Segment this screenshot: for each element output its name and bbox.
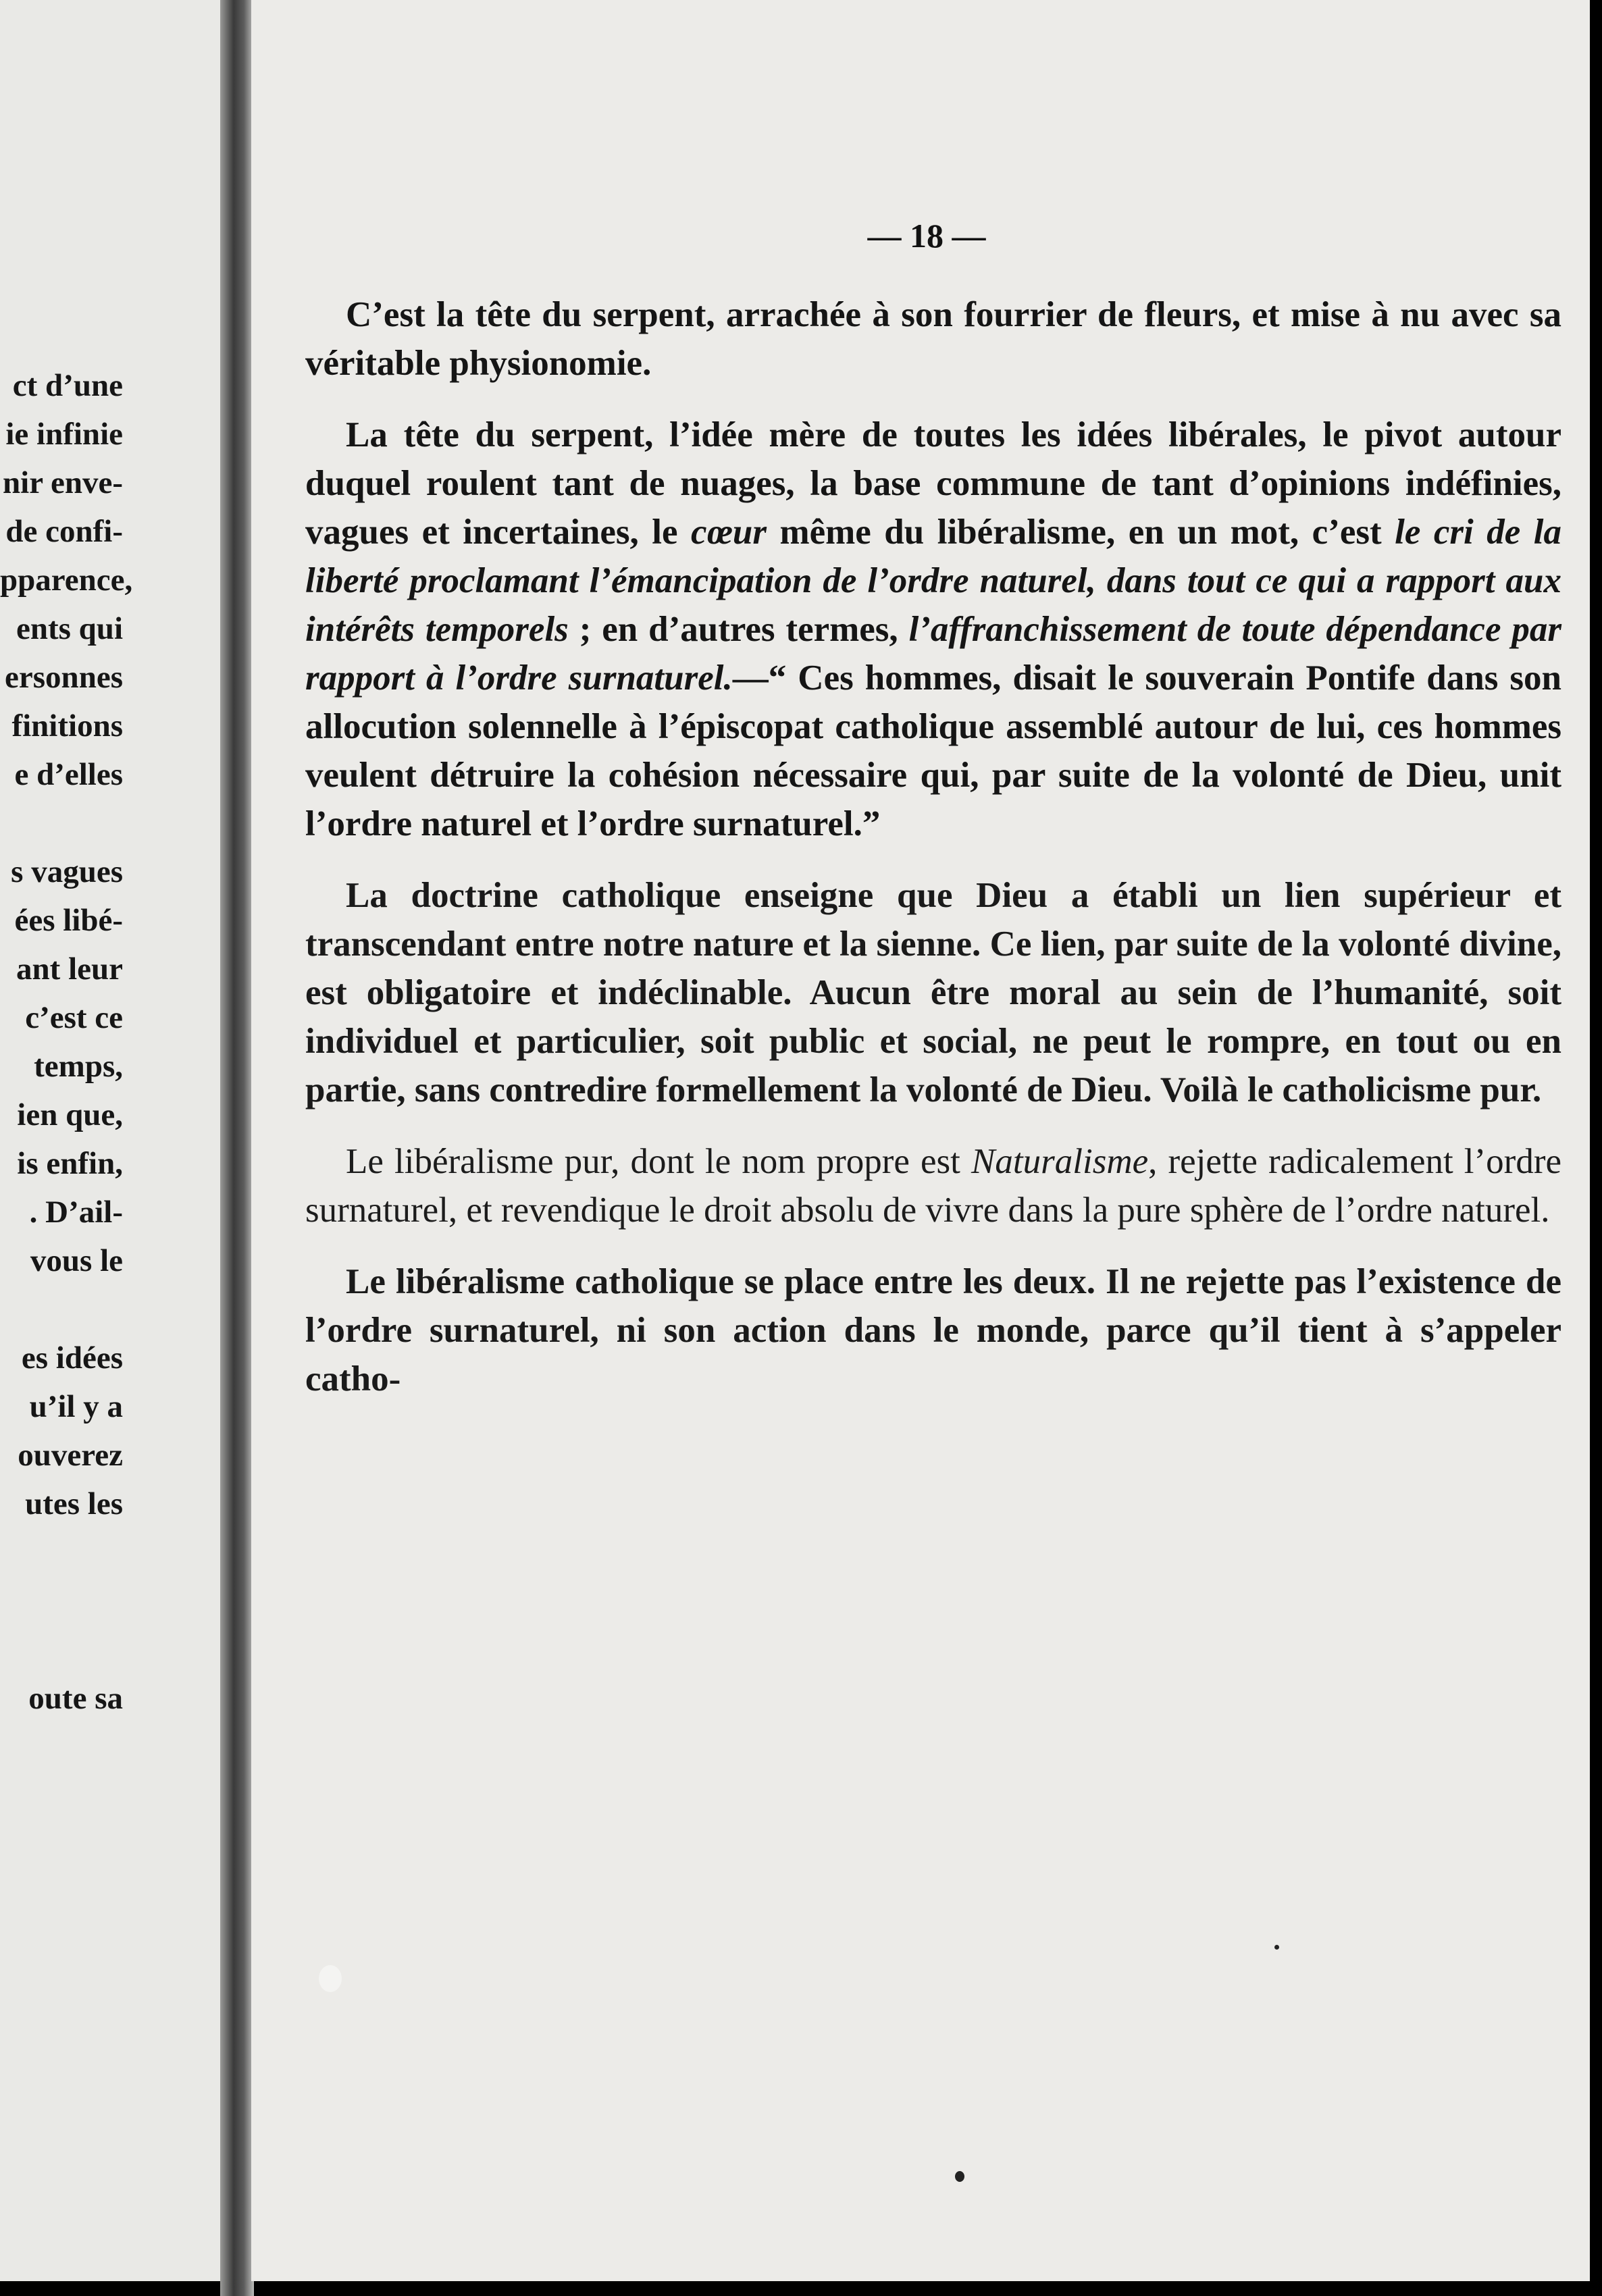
book-gutter [220,0,254,2296]
left-page-line-text: ouverez [18,1438,123,1473]
left-page-line-text: ie infinie [5,417,123,452]
left-page-line [0,1051,231,1082]
paragraph-3 [305,871,1561,1114]
left-page-fragment [0,0,231,2281]
paragraph-4 [305,1137,1561,1234]
left-page-line-text: ersonnes [5,660,123,695]
left-page-line-text: ct d’une [12,368,123,403]
paragraph-2-part-b: même du libéralisme, en un mot, c’est [766,513,1395,552]
left-page-line-text: vous le [30,1243,123,1278]
left-page-line-text: utes les [25,1486,123,1521]
left-page-line [0,1197,231,1228]
left-page-line [0,1002,231,1034]
left-page-line-text: c’est ce [25,1000,123,1035]
left-page-line-text: is enfin, [17,1146,123,1181]
right-page [251,0,1590,2281]
left-page-line [0,1148,231,1180]
left-page-line-text: ées libé- [14,903,123,938]
paragraph-4-naturalisme: Naturalisme [971,1142,1149,1181]
left-page-line [0,1440,231,1471]
left-page-line-text: ien que, [17,1097,123,1132]
left-page-line [0,419,231,450]
left-page-line-text: pparence, [0,563,133,598]
left-page-line [0,467,231,499]
paragraph-2-part-d: —“ Ces hommes, disait le souverain Pontife dans son allocution solennelle à l’épiscopat catholique assemblé autour de lui, ces hommes veulent détruire la cohésion nécessaire qui, par suite de la volonté de Dieu, unit l’ordre naturel et l’ordre surnaturel.” [305,658,1562,843]
page-number: — 18 — [867,217,986,255]
left-page-line [0,516,231,548]
left-page-line [0,710,231,742]
paragraph-2-coeur: cœur [691,513,767,552]
left-page-line [0,1488,231,1520]
page-edge [1590,0,1602,2296]
left-page-line [0,905,231,937]
left-page-line [0,1391,231,1423]
left-page-line-text: finitions [11,708,123,743]
paragraph-5-text: Le libéralisme catholique se place entre les deux. Il ne rejette pas l’existence de l’ordre surnaturel, ni son action dans le monde, parce qu’il tient à s’appeler catho- [305,1262,1561,1399]
paragraph-5 [305,1257,1561,1403]
left-page-line [0,951,231,987]
left-page-line [0,662,231,694]
paragraph-2-italic-1: le cri de la liberté proclamant l’émancipation de l’ordre naturel, dans tout ce qui a rapport aux intérêts temporels [305,513,1561,649]
left-page-line [0,1099,231,1131]
left-page-line-text: s vagues [11,854,123,889]
left-page-line-text: e d’elles [14,757,123,792]
paragraph-2-part-c: ; en d’autres termes, [568,610,909,649]
paragraph-2-part-a: La tête du serpent, l’idée mère de toutes les idées libérales, le pivot autour duquel roulent tant de nuages, la base commune de tant d’opinions indéfinies, vagues et incertaines, le [305,415,1561,552]
body-text [305,290,1561,1426]
left-page-line [0,370,231,402]
paragraph-4-part-b: , rejette radicalement l’ordre surnaturel, et revendique le droit absolu de vivre dans la pure sphère de l’ordre naturel. [305,1142,1562,1230]
left-page-line [0,1342,231,1374]
paragraph-1 [305,290,1561,388]
left-page-line [0,565,231,596]
paragraph-3-text: La doctrine catholique enseigne que Dieu a établi un lien supérieur et transcendant entre notre nature et la sienne. Ce lien, par suite de la volonté divine, est obligatoire et indéclinable. Aucun être moral au sein de l’humanité, soit individuel et particulier, soit public et social, ne peut le rompre, en tout ou en partie, sans contredire formellement la volonté de Dieu. Voilà le catholicisme pur. [305,876,1561,1110]
paragraph-4-part-a: Le libéralisme pur, dont le nom propre est [346,1142,972,1181]
left-page-line-text: es idées [21,1340,123,1376]
paragraph-1-text: C’est la tête du serpent, arrachée à son fourrier de fleurs, et mise à nu avec sa véritable physionomie. [305,295,1561,383]
left-page-line-text: ents qui [16,611,123,646]
ink-speck [1274,1945,1279,1950]
left-page-line [0,1245,231,1277]
left-page-line-text: nir enve- [3,465,123,500]
left-page-line-text: temps, [34,1049,123,1084]
paragraph-2 [305,411,1561,848]
paragraph-2-italic-2: l’affranchissement de toute dépendance par rapport à l’ordre surnaturel. [305,610,1561,698]
left-page-line [0,613,231,645]
left-page-line [0,856,231,888]
left-page-line-text: u’il y a [29,1389,123,1424]
left-page-line-text: oute sa [28,1681,123,1716]
left-page-line-text: de confi- [5,514,123,549]
left-page-line [0,759,231,791]
ink-speck [955,2171,964,2182]
left-page-line-text: . D’ail- [29,1195,123,1230]
left-page-line-text: ant leur [16,951,123,987]
left-page-line [0,1683,231,1715]
paper-blemish [319,1965,342,1992]
